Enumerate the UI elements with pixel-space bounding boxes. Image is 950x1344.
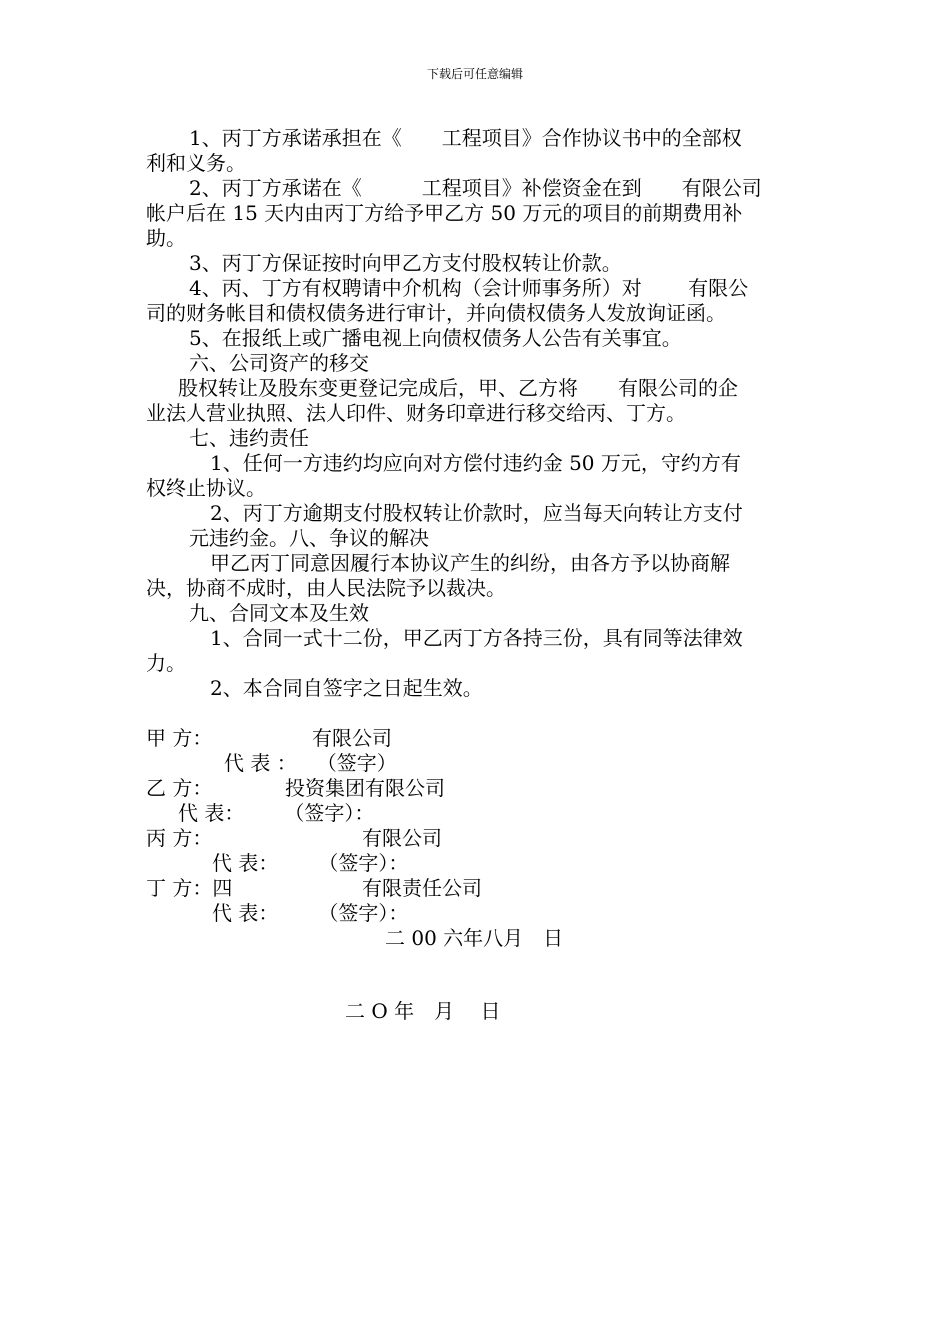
clause-line: 2、丙丁方承诺在《 工程项目》补偿资金在到 有限公司 — [189, 176, 762, 200]
clause-line: 2、丙丁方逾期支付股权转让价款时，应当每天向转让方支付 — [210, 501, 743, 525]
clause-line: 元违约金。八、争议的解决 — [189, 526, 429, 550]
party-d-representative: 代 表： （签字）： — [212, 901, 409, 925]
clause-line: 权终止协议。 — [146, 476, 266, 500]
clause-line: 2、本合同自签字之日起生效。 — [210, 676, 483, 700]
party-a-representative: 代 表 ： （签字） — [224, 751, 397, 775]
blank-date-line: 二 O 年 月 日 — [345, 999, 501, 1023]
party-a-company: 有限公司 — [312, 726, 392, 750]
clause-line: 1、合同一式十二份，甲乙丙丁方各持三份，具有同等法律效 — [210, 626, 743, 650]
party-b-company: 投资集团有限公司 — [285, 776, 445, 800]
clause-line: 帐户后在 15 天内由丙丁方给予甲乙方 50 万元的项目的前期费用补 — [146, 201, 743, 225]
party-b-label: 乙 方： — [146, 776, 213, 800]
party-c-label: 丙 方： — [146, 826, 213, 850]
clause-line: 力。 — [146, 651, 186, 675]
section-heading: 九、合同文本及生效 — [189, 601, 369, 625]
party-c-company: 有限公司 — [362, 826, 442, 850]
clause-line: 利和义务。 — [146, 151, 246, 175]
clause-line: 3、丙丁方保证按时向甲乙方支付股权转让价款。 — [189, 251, 622, 275]
clause-line: 业法人营业执照、法人印件、财务印章进行移交给丙、丁方。 — [146, 401, 686, 425]
party-d-company: 有限责任公司 — [362, 876, 482, 900]
clause-line: 股权转让及股东变更登记完成后，甲、乙方将 有限公司的企 — [178, 376, 738, 400]
party-d-label: 丁 方：四 — [146, 876, 233, 900]
clause-line: 助。 — [146, 226, 186, 250]
clause-line: 甲乙丙丁同意因履行本协议产生的纠纷，由各方予以协商解 — [210, 551, 730, 575]
clause-line: 决，协商不成时，由人民法院予以裁决。 — [146, 576, 506, 600]
clause-line: 4、丙、丁方有权聘请中介机构（会计师事务所）对 有限公 — [189, 276, 749, 300]
section-heading: 六、公司资产的移交 — [189, 351, 369, 375]
header-note: 下载后可任意编辑 — [426, 67, 523, 81]
signing-date: 二 00 六年八月 日 — [385, 926, 564, 950]
clause-line: 1、丙丁方承诺承担在《 工程项目》合作协议书中的全部权 — [189, 126, 742, 150]
party-c-representative: 代 表： （签字）： — [212, 851, 409, 875]
party-a-label: 甲 方： — [146, 726, 213, 750]
clause-line: 司的财务帐目和债权债务进行审计，并向债权债务人发放询证函。 — [146, 301, 726, 325]
clause-line: 1、任何一方违约均应向对方偿付违约金 50 万元，守约方有 — [210, 451, 741, 475]
section-heading: 七、违约责任 — [189, 426, 309, 450]
clause-line: 5、在报纸上或广播电视上向债权债务人公告有关事宜。 — [189, 326, 682, 350]
party-b-representative: 代 表： （签字）： — [178, 801, 375, 825]
